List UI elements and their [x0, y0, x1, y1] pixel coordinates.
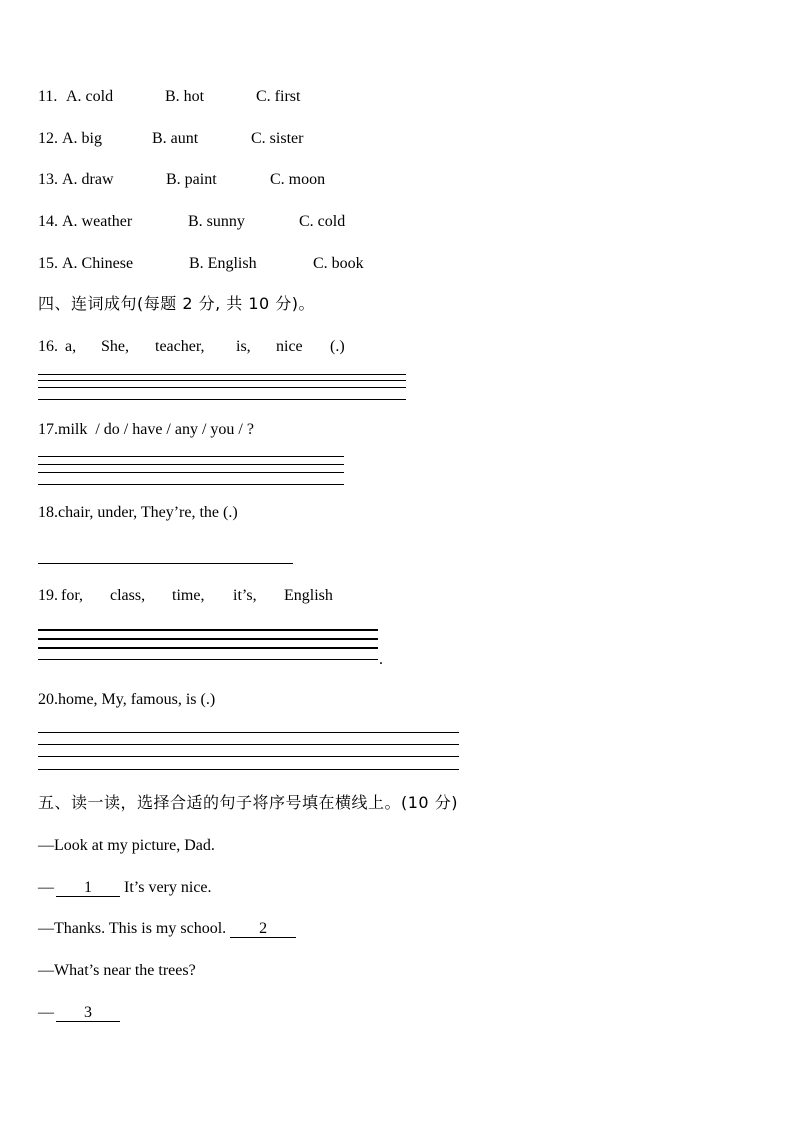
- dialogue-text: What’s near the trees?: [54, 962, 196, 979]
- section-5-title: 五、读一读，选择合适的句子将序号填在横线上。(10 分): [38, 793, 458, 812]
- word: She,: [101, 338, 129, 355]
- option-b: B. paint: [166, 171, 217, 188]
- word: is,: [236, 338, 251, 355]
- dialogue-line-4: [38, 961, 196, 981]
- dialogue-text: Look at my picture, Dad.: [54, 837, 215, 854]
- word: nice: [276, 338, 303, 355]
- dialogue-dash: —: [38, 962, 54, 979]
- answer-line: [38, 629, 378, 631]
- dialogue-dash: —: [38, 837, 54, 854]
- word: (.): [330, 338, 345, 355]
- answer-line: [38, 456, 344, 457]
- answer-line: [38, 744, 459, 745]
- option-c: C. cold: [299, 213, 346, 230]
- answer-line: [38, 659, 378, 660]
- answer-blank-2[interactable]: 2: [230, 920, 296, 938]
- end-punctuation: .: [379, 651, 383, 668]
- option-c: C. moon: [270, 171, 326, 188]
- word: time,: [172, 587, 205, 604]
- dialogue-text: It’s very nice.: [120, 879, 212, 896]
- question-number: 19.: [38, 587, 58, 604]
- dialogue-dash: —: [38, 1004, 54, 1021]
- answer-blank-1[interactable]: 1: [56, 879, 120, 897]
- answer-line: [38, 464, 344, 465]
- question-number: 14.: [38, 213, 58, 230]
- option-a: A. cold: [66, 88, 114, 105]
- question-18: 18.chair, under, They’re, the (.): [38, 504, 238, 521]
- word: teacher,: [155, 338, 205, 355]
- question-number: 15.: [38, 255, 58, 272]
- question-number: 16.: [38, 338, 58, 355]
- answer-line: [38, 374, 406, 375]
- question-17: 17.milk / do / have / any / you / ?: [38, 421, 254, 438]
- answer-line: [38, 399, 406, 400]
- option-b: B. aunt: [152, 130, 199, 147]
- word: English: [284, 587, 333, 604]
- answer-line: [38, 647, 378, 649]
- answer-blank-3[interactable]: 3: [56, 1004, 120, 1022]
- question-number: 12.: [38, 130, 58, 147]
- word: for,: [61, 587, 84, 604]
- option-c: C. sister: [251, 130, 304, 147]
- word: a,: [65, 338, 77, 355]
- answer-line: [38, 484, 344, 485]
- section-4-title: 四、连词成句(每题 2 分, 共 10 分)。: [38, 294, 316, 313]
- option-a: A. Chinese: [62, 255, 134, 272]
- answer-line-18: [38, 563, 293, 564]
- option-b: B. English: [189, 255, 257, 272]
- answer-line: [38, 769, 459, 770]
- dialogue-line-1: [38, 836, 215, 856]
- option-b: B. hot: [165, 88, 205, 105]
- answer-line: [38, 732, 459, 733]
- answer-line: [38, 387, 406, 388]
- dialogue-text: Thanks. This is my school.: [54, 920, 231, 937]
- dialogue-line-3: [38, 919, 296, 939]
- answer-line: [38, 756, 459, 757]
- question-number: 11.: [38, 88, 58, 105]
- option-c: C. first: [256, 88, 301, 105]
- word: class,: [110, 587, 146, 604]
- question-20: 20.home, My, famous, is (.): [38, 691, 216, 708]
- word: it’s,: [233, 587, 257, 604]
- question-number: 13.: [38, 171, 58, 188]
- dialogue-line-5: [38, 1003, 120, 1023]
- dialogue-dash: —: [38, 879, 54, 896]
- option-a: A. weather: [62, 213, 133, 230]
- option-c: C. book: [313, 255, 364, 272]
- dialogue-dash: —: [38, 920, 54, 937]
- answer-line: [38, 638, 378, 640]
- answer-line: [38, 380, 406, 381]
- dialogue-line-2: [38, 878, 212, 898]
- answer-line: [38, 472, 344, 473]
- option-a: A. draw: [62, 171, 114, 188]
- option-a: A. big: [62, 130, 102, 147]
- option-b: B. sunny: [188, 213, 245, 230]
